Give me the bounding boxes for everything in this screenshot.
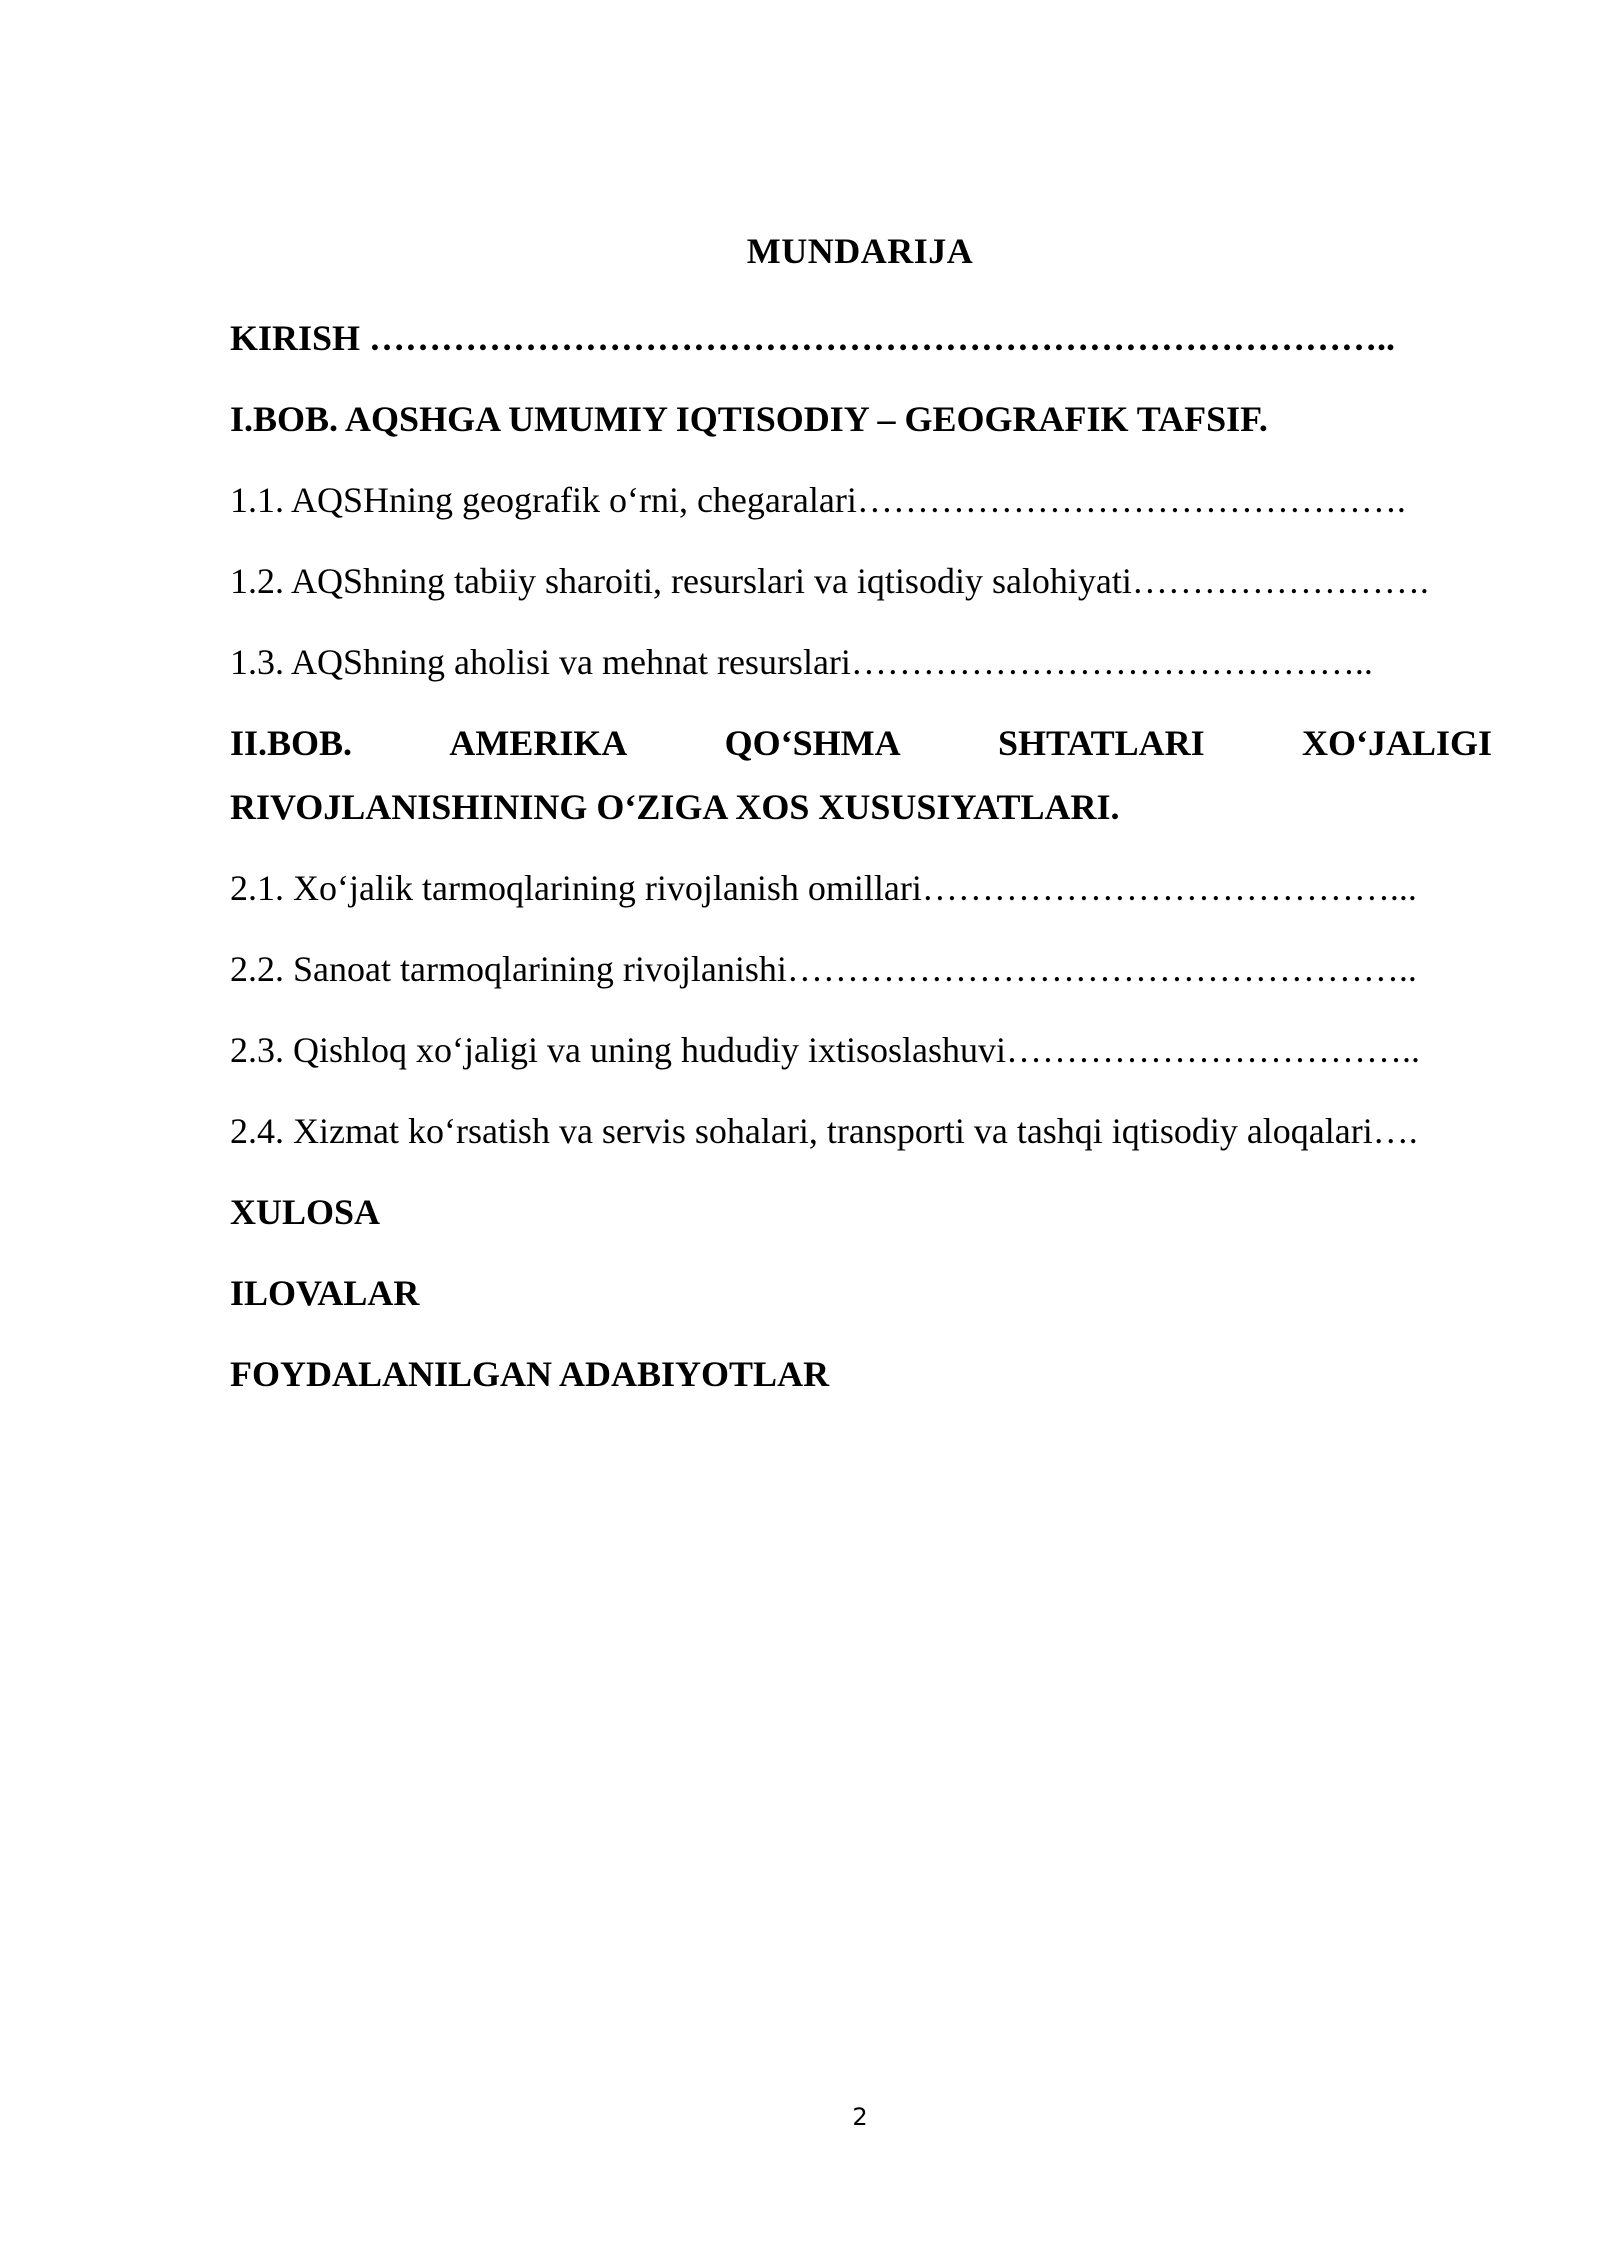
toc-entry-chapter-1: I.BOB. AQSHGA UMUMIY IQTISODIY – GEOGRAFIK TAFSIF.: [230, 399, 1268, 439]
page-number: 2: [852, 2103, 868, 2131]
toc-entry-section-2-2: 2.2. Sanoat tarmoqlarining rivojlanishi……………………………………………..: [230, 949, 1417, 989]
toc-entry-appendices: ILOVALAR: [230, 1273, 420, 1313]
page-title: MUNDARIJA: [746, 231, 974, 271]
chapter-2-word: QO‘SHMA: [724, 723, 901, 763]
toc-entry-references: FOYDALANILGAN ADABIYOTLAR: [230, 1354, 830, 1394]
toc-entry-chapter-2-continuation: RIVOJLANISHINING O‘ZIGA XOS XUSUSIYATLARI.: [230, 787, 1120, 827]
chapter-2-word: AMERIKA: [449, 723, 628, 763]
chapter-2-word: SHTATLARI: [997, 723, 1205, 763]
chapter-2-word: XO‘JALIGI: [1301, 723, 1492, 763]
toc-entry-section-1-1: 1.1. AQSHning geografik o‘rni, chegaralari……………………………………….: [230, 480, 1406, 520]
toc-entry-conclusion: XULOSA: [230, 1192, 381, 1232]
table-of-contents: [230, 310, 1492, 1427]
toc-entry-section-2-4: 2.4. Xizmat ko‘rsatish va servis sohalari, transporti va tashqi iqtisodiy aloqalari….: [230, 1111, 1418, 1151]
toc-entry-section-1-3: 1.3. AQShning aholisi va mehnat resurslari……………………………………..: [230, 642, 1373, 682]
chapter-2-word: II.BOB.: [230, 723, 353, 763]
toc-entry-section-1-2: 1.2. AQShning tabiiy sharoiti, resurslari va iqtisodiy salohiyati…………………….: [230, 561, 1429, 601]
toc-entry-section-2-1: 2.1. Xo‘jalik tarmoqlarining rivojlanish omillari…………………………………...: [230, 868, 1417, 908]
toc-entry-introduction: KIRISH …………………………………………………………………………..: [230, 318, 1396, 358]
toc-entry-chapter-2: [230, 715, 1492, 779]
toc-entry-section-2-3: 2.3. Qishloq xo‘jaligi va uning hududiy ixtisoslashuvi……………………………..: [230, 1030, 1420, 1070]
